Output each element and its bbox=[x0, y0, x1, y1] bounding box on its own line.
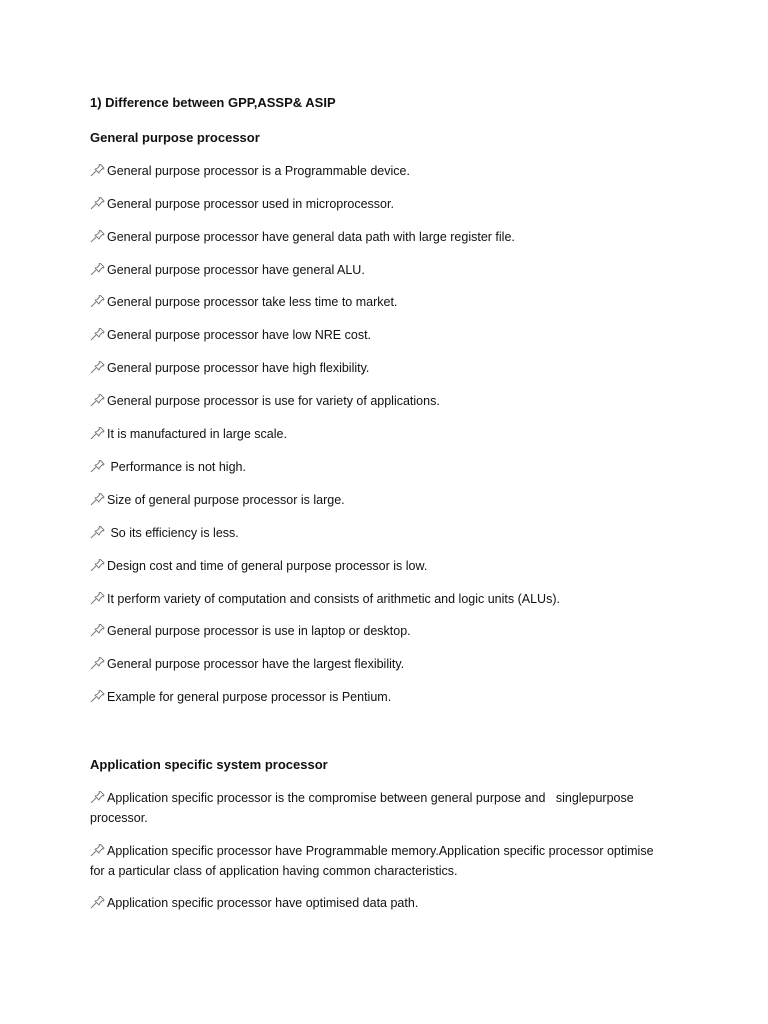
list-item: Design cost and time of general purpose processor is low. bbox=[90, 559, 427, 573]
pushpin-icon bbox=[90, 896, 105, 909]
list-item: General purpose processor used in microprocessor. bbox=[90, 197, 394, 211]
section-heading-gpp: General purpose processor bbox=[90, 130, 260, 145]
pushpin-icon bbox=[90, 624, 105, 637]
list-item: General purpose processor have general data path with large register file. bbox=[90, 230, 515, 244]
pushpin-icon bbox=[90, 460, 105, 473]
pushpin-icon bbox=[90, 844, 105, 857]
list-item: General purpose processor have general ALU. bbox=[90, 263, 365, 277]
pushpin-icon bbox=[90, 690, 105, 703]
list-item: So its efficiency is less. bbox=[90, 526, 239, 540]
list-item: Size of general purpose processor is large. bbox=[90, 493, 345, 507]
section-heading-assp: Application specific system processor bbox=[90, 757, 328, 772]
document-title: 1) Difference between GPP,ASSP& ASIP bbox=[90, 95, 336, 110]
pushpin-icon bbox=[90, 164, 105, 177]
pushpin-icon bbox=[90, 295, 105, 308]
list-item: General purpose processor have high flexibility. bbox=[90, 361, 369, 375]
list-item: It is manufactured in large scale. bbox=[90, 427, 287, 441]
pushpin-icon bbox=[90, 592, 105, 605]
pushpin-icon bbox=[90, 657, 105, 670]
pushpin-icon bbox=[90, 493, 105, 506]
pushpin-icon bbox=[90, 526, 105, 539]
list-item: General purpose processor is a Programmable device. bbox=[90, 164, 410, 178]
list-item: Performance is not high. bbox=[90, 460, 246, 474]
pushpin-icon bbox=[90, 197, 105, 210]
list-item: It perform variety of computation and consists of arithmetic and logic units (ALUs). bbox=[90, 592, 560, 606]
pushpin-icon bbox=[90, 361, 105, 374]
pushpin-icon bbox=[90, 394, 105, 407]
pushpin-icon bbox=[90, 791, 105, 804]
list-item: Application specific processor have Programmable memory.Application specific processor optimise for a particular class of application having common characteristics. bbox=[90, 844, 654, 878]
pushpin-icon bbox=[90, 263, 105, 276]
list-item: Application specific processor have optimised data path. bbox=[90, 896, 418, 910]
pushpin-icon bbox=[90, 427, 105, 440]
list-item: General purpose processor is use in laptop or desktop. bbox=[90, 624, 411, 638]
list-item: General purpose processor take less time to market. bbox=[90, 295, 397, 309]
list-item: Example for general purpose processor is Pentium. bbox=[90, 690, 391, 704]
pushpin-icon bbox=[90, 328, 105, 341]
pushpin-icon bbox=[90, 559, 105, 572]
list-item: Application specific processor is the compromise between general purpose and singlepurpose processor. bbox=[90, 791, 638, 825]
list-item: General purpose processor is use for variety of applications. bbox=[90, 394, 440, 408]
list-item: General purpose processor have the largest flexibility. bbox=[90, 657, 404, 671]
pushpin-icon bbox=[90, 230, 105, 243]
list-item: General purpose processor have low NRE cost. bbox=[90, 328, 371, 342]
